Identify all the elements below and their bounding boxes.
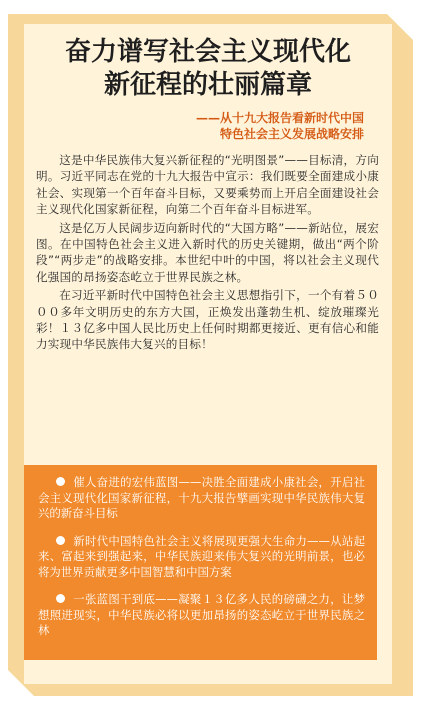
highlight-item <box>38 592 365 639</box>
body-paragraph: 这是中华民族伟大复兴新征程的“光明图景”——目标清，方向明。习近平同志在党的十九大报告中宣示：我们既要全面建成小康社会、实现第一个百年奋斗目标，又要乘势而上开启全面建设社会主义现代化国家新征程，向第二个百年奋斗目标进军。 <box>36 153 379 217</box>
highlight-text: 新时代中国特色社会主义将展现更强大生命力——从站起来、富起来到强起来，中华民族迎来伟大复兴的光明前景，也必将为世界贡献更多中国智慧和中国方案 <box>38 533 365 579</box>
title-line-2: 新征程的壮丽篇章 <box>103 70 312 100</box>
title-line-1: 奋力谱写社会主义现代化 <box>64 37 351 67</box>
outer-frame <box>8 14 413 696</box>
article-title <box>24 36 392 102</box>
highlight-text: 催人奋进的宏伟蓝图——决胜全面建成小康社会，开启社会主义现代化国家新征程，十九大报告擘画实现中华民族伟大复兴的新奋斗目标 <box>38 475 365 520</box>
bullet-dot-icon <box>56 477 65 486</box>
body-paragraph: 这是亿万人民阔步迈向新时代的“大国方略”——新站位，展宏图。在中国特色社会主义进入新时代的历史关键期，做出“两个阶段”“两步走”的战略安排。本世纪中叶的中国，将以社会主义现代化强国的昂扬姿态屹立于世界民族之林。 <box>36 220 379 284</box>
highlights-box <box>24 465 377 660</box>
bullet-dot-icon <box>56 536 65 545</box>
body-paragraph: 在习近平新时代中国特色社会主义思想指引下，一个有着５０００多年文明历史的东方大国，正焕发出蓬勃生机、绽放璀璨光彩！１３亿多中国人民比历史上任何时期都更接近、更有信心和能力实现中华民族伟大复兴的目标！ <box>36 288 379 352</box>
bullet-dot-icon <box>56 594 65 603</box>
highlight-item <box>38 475 365 522</box>
article-subtitle <box>24 110 364 142</box>
subtitle-line-2: 特色社会主义发展战略安排 <box>219 127 364 141</box>
highlight-item <box>38 534 365 581</box>
article-body <box>36 152 379 353</box>
subtitle-line-1: ——从十九大报告看新时代中国 <box>195 111 364 125</box>
highlight-text: 一张蓝图干到底——凝聚１３亿多人民的磅礴之力，让梦想照进现实，中华民族必将以更加昂扬的姿态屹立于世界民族之林 <box>38 592 365 637</box>
